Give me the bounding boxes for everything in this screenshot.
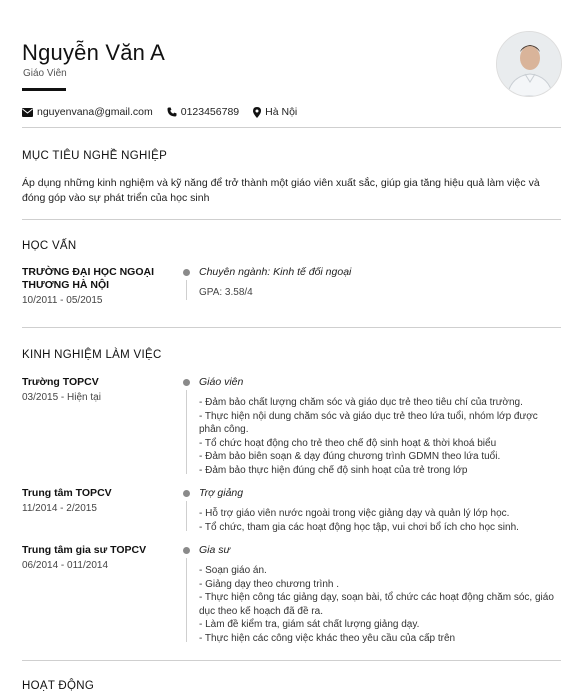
- header-accent-bar: [22, 88, 66, 91]
- contact-row: [22, 106, 297, 118]
- school-name: TRƯỜNG ĐẠI HỌC NGOẠI THƯƠNG HÀ NỘI: [22, 266, 154, 291]
- job-position: Gia sư: [199, 544, 231, 556]
- candidate-name: Nguyễn Văn A: [22, 40, 166, 65]
- avatar: [496, 31, 562, 97]
- envelope-icon: [22, 108, 33, 117]
- experience-entry-right: [199, 376, 559, 477]
- person-photo-icon: [497, 32, 561, 96]
- contact-location: [253, 106, 297, 118]
- education-major: Chuyên ngành: Kinh tế đối ngoại: [199, 266, 352, 278]
- contact-email[interactable]: [22, 106, 153, 118]
- experience-date: 03/2015 - Hiện tại: [22, 392, 101, 403]
- education-date: 10/2011 - 05/2015: [22, 295, 103, 306]
- email-text: nguyenvana@gmail.com: [37, 106, 153, 118]
- timeline-line: [186, 501, 187, 531]
- timeline-dot: [183, 490, 190, 497]
- education-gpa: GPA: 3.58/4: [199, 287, 253, 298]
- duty-item: - Làm đề kiểm tra, giám sát chất lượng giảng dạy.: [199, 619, 420, 630]
- timeline-line: [186, 280, 187, 300]
- job-duties: [199, 507, 559, 534]
- experience-date: 06/2014 - 011/2014: [22, 560, 109, 571]
- experience-entry-left: [22, 487, 172, 514]
- experience-entry-left: [22, 544, 172, 571]
- timeline-dot: [183, 379, 190, 386]
- job-position: Giáo viên: [199, 376, 244, 388]
- experience-entry-right: [199, 487, 559, 534]
- section-title-experience: KINH NGHIỆM LÀM VIỆC: [22, 349, 162, 361]
- contact-phone[interactable]: [167, 106, 239, 118]
- section-title-objective: MỤC TIÊU NGHỀ NGHIỆP: [22, 150, 168, 162]
- phone-text: 0123456789: [180, 106, 240, 118]
- duty-item: - Tổ chức hoạt động cho trẻ theo chế độ sinh hoạt & thời khoá biểu: [199, 437, 497, 449]
- duty-item: - Tổ chức, tham gia các hoạt động học tập, vui chơi bổ ích cho học sinh.: [199, 521, 519, 533]
- location-text: Hà Nội: [265, 106, 298, 118]
- experience-entry-left: [22, 376, 172, 403]
- company-name: Trung tâm gia sư TOPCV: [22, 544, 147, 556]
- duty-item: - Đảm bảo biên soạn & dạy đúng chương trình GDMN theo lứa tuổi.: [199, 451, 501, 462]
- map-marker-icon: [253, 107, 261, 118]
- duty-item: - Đảm bảo chất lượng chăm sóc và giáo dục trẻ theo tiêu chí của trường.: [199, 397, 523, 408]
- duty-item: - Hỗ trợ giáo viên nước ngoài trong việc giảng dạy và quản lý lớp học.: [199, 508, 510, 519]
- duty-item: - Giảng dạy theo chương trình .: [199, 578, 339, 590]
- company-name: Trung tâm TOPCV: [22, 487, 112, 499]
- phone-icon: [167, 107, 177, 117]
- divider: [22, 660, 561, 661]
- duty-item: - Thực hiện nội dung chăm sóc và giáo dục trẻ theo lứa tuổi, nhóm lớp được phân công.: [199, 410, 538, 435]
- timeline-line: [186, 390, 187, 474]
- duty-item: - Đảm bảo thực hiện đúng chế độ sinh hoạt của trẻ trong lớp: [199, 464, 468, 476]
- divider: [22, 327, 561, 328]
- education-entry-left: [22, 266, 172, 306]
- timeline-line: [186, 558, 187, 642]
- timeline-dot: [183, 269, 190, 276]
- job-duties: [199, 564, 559, 645]
- job-duties: [199, 396, 559, 477]
- duty-item: - Soạn giáo án.: [199, 565, 267, 576]
- candidate-role: Giáo Viên: [23, 68, 67, 79]
- experience-date: 11/2014 - 2/2015: [22, 503, 97, 514]
- divider: [22, 219, 561, 220]
- objective-text: Áp dụng những kinh nghiệm và kỹ năng để trở thành một giáo viên xuất sắc, giúp gia tăng hiệu quả làm việc và đóng góp vào sự phát triển của học sinh: [22, 177, 540, 204]
- job-position: Trợ giảng: [199, 487, 244, 499]
- duty-item: - Thực hiện các công việc khác theo yêu cầu của cấp trên: [199, 632, 456, 644]
- education-entry-right: [199, 266, 559, 298]
- timeline-dot: [183, 547, 190, 554]
- duty-item: - Thực hiện công tác giảng dạy, soạn bài, tổ chức các hoạt động chăm sóc, giáo dục theo kế hoạch đã đề ra.: [199, 592, 554, 617]
- divider: [22, 127, 561, 128]
- company-name: Trường TOPCV: [22, 376, 99, 388]
- section-title-education: HỌC VẤN: [22, 240, 77, 252]
- section-title-activities: HOẠT ĐỘNG: [22, 680, 95, 692]
- experience-entry-right: [199, 544, 559, 645]
